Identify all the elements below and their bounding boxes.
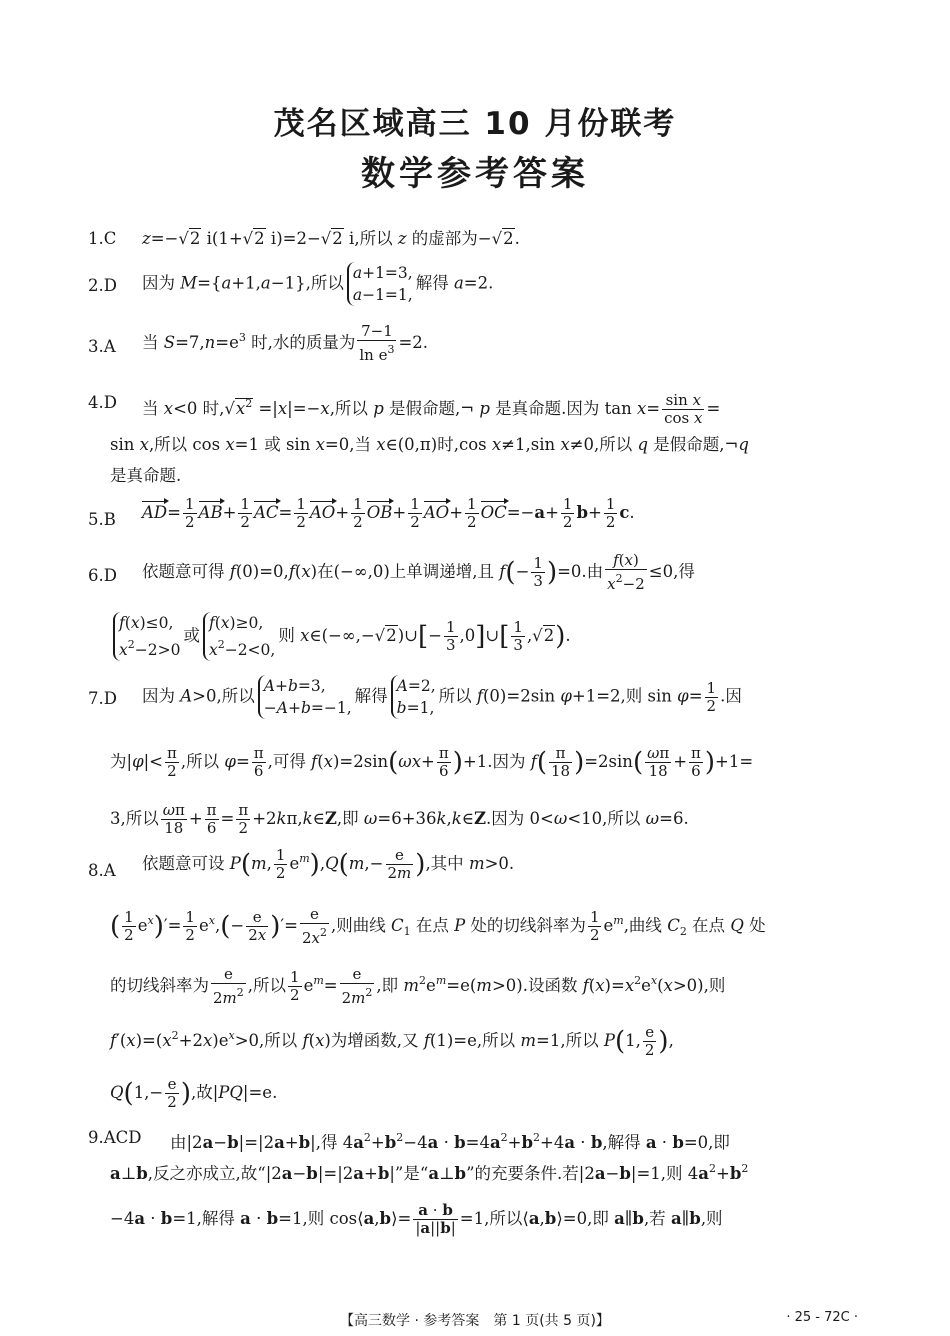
- answer-number: 7.D: [88, 689, 117, 708]
- answer-text: z=−√2 i(1+√2 i)=2−√2 i,所以 z 的虚部为−√2.: [142, 229, 520, 248]
- answer-number: 2.D: [88, 276, 117, 295]
- answer-text-line-3: 是真命题.: [110, 466, 182, 485]
- answer-text-line-1: 当 x<0 时$,√x^2 =|x|=-x$,所以 p 是假命题,¬ p 是真命题.因为 tan x= $\frac{\text{sin x}}{\text{cos x}}$ =: [142, 391, 721, 427]
- page-subtitle: 数学参考答案: [361, 154, 589, 194]
- answer-text-line-2: 为|φ|< $\frac{\pi}{2}$ ,所以 φ= $\frac{\pi}{6}$ ,可得 f(x)=2sin(ωx+ $\frac{\pi}{6}$ )+1.因为 f( $\frac{\pi}{18}$ )=2sin( $\frac{\omega\pi}{18}$ + $\frac{\pi}{6}$ )+1=: [110, 744, 754, 780]
- footer-page-label: 【高三数学 · 参考答案 第 1 页(共 5 页)】: [340, 1313, 610, 1329]
- answer-text-line-2: sin x,所以 cos x=1 或 sin x=0,当 x∈(0,π)时,cos x≠1,sin x≠0,所以 q 是假命题,¬q: [110, 435, 749, 454]
- answer-number: 3.A: [88, 337, 116, 356]
- answer-text-line-1: 因为 A>0,所以 A+b=3, −A+b=−1, 解得 A=2, b=1, 所以 f(0)=2sin φ+1=2,则 sin φ= $\frac{1}{2}$ .因: [142, 677, 742, 717]
- answer-number: 1.C: [88, 229, 117, 248]
- answer-number: 4.D: [88, 393, 117, 412]
- answer-text-line-2: a⊥b,反之亦成立,故“|2a−b|=|2a+b|”是“a⊥b”的充要条件.若|2a−b|=1,则 $4a^2+b^2$: [110, 1162, 749, 1183]
- answer-text-line-2: f(x)≤0, $x^2-2>0$ 或 f(x)≥0, $x^2-2<0$, 则 x∈(−∞,−√2)∪[− $\frac{1}{3}$ ,0]∪[ $\frac{1}{3}$ ,√2).: [110, 612, 571, 661]
- answer-text-line-1: 依题意可得 f(0)=0,f(x)在(−∞,0)上单调递增,且 f(− $\frac{1}{3}$ )=0.由 $\frac{f(x)}{x^2-2}$ ≤0,得: [142, 551, 695, 593]
- footer-code: · 25 - 72C ·: [786, 1310, 858, 1325]
- answer-text-line-5: Q(1,− $\frac{e}{2}$ ),故|PQ|=e.: [110, 1075, 278, 1111]
- answer-number: 8.A: [88, 861, 116, 880]
- answer-number: 5.B: [88, 510, 116, 529]
- answer-text-line-2: ( $\frac{1}{2}$ $e^x)'=$ $\frac{1}{2}$ $e^x,(-$ $\frac{e}{2x}$ )′= $\frac{e}{2x^2}$ ,则曲线 $C_1$ 在点 P 处的切线斜率为 $\frac{1}{2}$ $e^m$,曲线 $C_2$ 在点 Q 处: [110, 905, 766, 947]
- answer-text-line-3: 3,所以 $\frac{\omega\pi}{18}$ + $\frac{\pi}{6}$ = $\frac{\pi}{2}$ +2kπ,k∈Z,即 ω=6+36k,k∈Z.因为 0<ω<10,所以 ω=6.: [110, 801, 689, 837]
- answer-text-line-4: $f'(x)=(x^2+2x)e^x>0$,所以 f(x)为增函数,又 f(1)=e,所以 m=1,所以 P(1, $\frac{e}{2}$ ),: [110, 1023, 674, 1059]
- answer-text: AD= $\frac{1}{2}$ AB+ $\frac{1}{2}$ AC= $\frac{1}{2}$ AO+ $\frac{1}{2}$ OB+ $\frac{1}{2}$ AO+ $\frac{1}{2}$ OC=−a+ $\frac{1}{2}$ b+ $\frac{1}{2}$ c.: [142, 495, 635, 531]
- answer-text-line-3: −4a · b=1,解得 a · b=1,则 cos⟨a,b⟩= $\frac{a \cdot b}{|a||b|}$ =1,所以⟨a,b⟩=0,即 a∥b,若 a∥b,则: [110, 1201, 723, 1237]
- page-title: 茂名区域高三 10 月份联考: [273, 106, 677, 142]
- answer-text-line-3: 的切线斜率为 $\frac{e}{2m^2}$ ,所以 $\frac{1}{2}$ $e^m=$ $\frac{e}{2m^2}$ ,即 $m^2e^m=e(m>0)$.设函数 $f(x)=x^2e^x(x>0)$,则: [110, 965, 726, 1007]
- answer-text-line-1: 由|2a−b|=|2a+b|,得 $4a^2+b^2-4a \cdot b=4a^2+b^2+4a \cdot b$,解得 a · b=0,即: [170, 1131, 730, 1152]
- answer-text: 当 $S=7,n=e^3$ 时,水的质量为 $\frac{7-1}{\ln e^3}$ =2.: [142, 322, 429, 364]
- answer-number: 6.D: [88, 566, 117, 585]
- answer-text-line-1: 依题意可设 P(m, $\frac{1}{2}$ $e^m),Q(m,-$ $\frac{e}{2m}$ ),其中 m>0.: [142, 846, 515, 882]
- answer-text: 因为 M={a+1,a−1},所以 a+1=3, a−1=1, 解得 a=2.: [142, 264, 494, 304]
- answer-number: 9.ACD: [88, 1128, 142, 1147]
